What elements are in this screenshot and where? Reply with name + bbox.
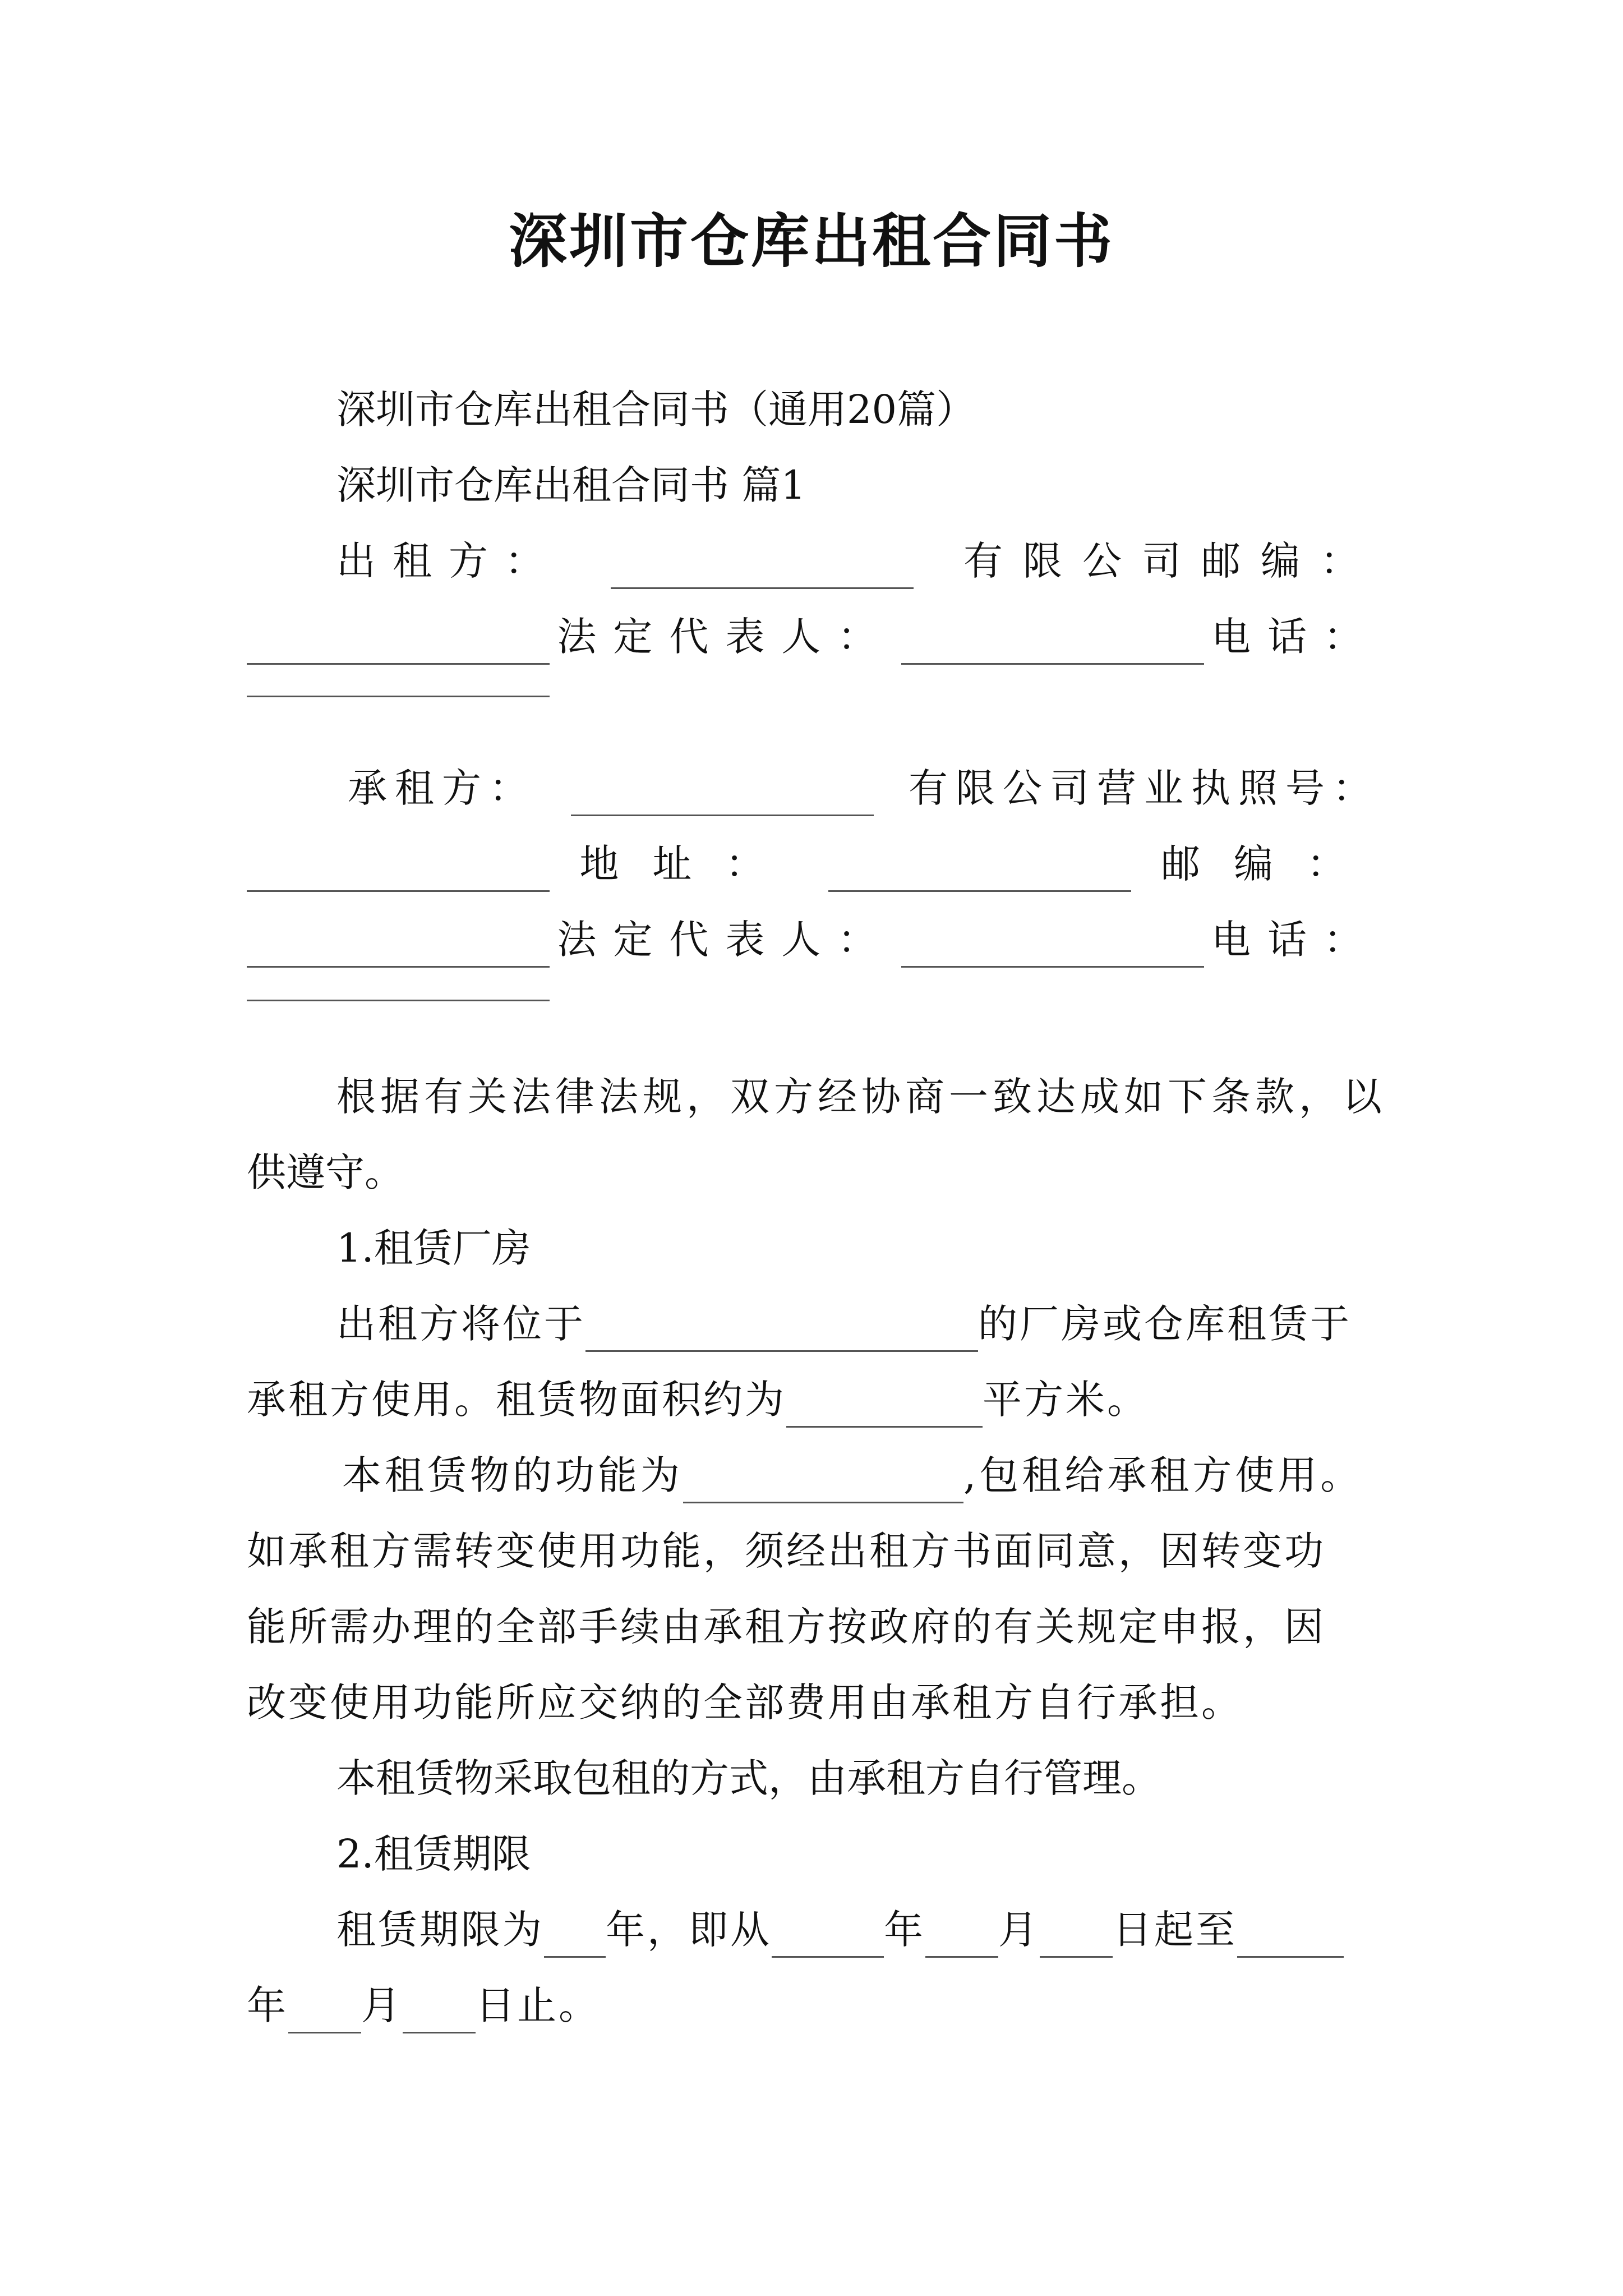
end-year-blank: [1237, 1917, 1344, 1958]
clause1-p2-line1: [342, 1447, 1385, 1503]
clause1-p1-line1: [336, 1296, 1380, 1352]
clause1-p2-line3: 能所需办理的全部手续由承租方按政府的有关规定申报，因: [247, 1604, 1326, 1650]
clause2-line2: [247, 1977, 1380, 2033]
lessee-company-suffix: 有限公司营业执照号：: [909, 765, 1380, 811]
intro-line-1: 根据有关法律法规，双方经协商一致达成如下条款，以: [336, 1074, 1386, 1120]
lessor-line-1: [336, 533, 1380, 589]
subtitle: 深圳市仓库出租合同书（通用20篇）: [336, 386, 976, 432]
lessee-postcode-label: 邮编：: [1160, 841, 1380, 887]
lessor-phone-blank: [247, 696, 550, 697]
lessee-line-2: [247, 836, 1380, 892]
lessee-phone-label: 电话：: [1211, 917, 1380, 963]
clause1-p1-b: 的厂房或仓库租赁于: [978, 1301, 1352, 1347]
clause1-p2-a: 本租赁物的功能为: [342, 1452, 683, 1498]
clause2-b: 年，即从: [606, 1907, 772, 1953]
lessor-label: 出租方：: [336, 538, 561, 584]
clause2-c: 年: [884, 1907, 925, 1953]
lessee-label: 承租方：: [348, 765, 536, 811]
clause1-p1-a: 出租方将位于: [336, 1301, 585, 1347]
location-blank: [585, 1311, 978, 1352]
start-year-blank: [772, 1917, 884, 1958]
clause1-p3: 本租赁物采取包租的方式，由承租方自行管理。: [336, 1755, 1161, 1801]
area-blank: [786, 1387, 983, 1428]
lessee-address-blank: [828, 851, 1131, 892]
clause2-e: 日起至: [1113, 1907, 1237, 1953]
function-blank: [683, 1462, 963, 1503]
clause1-p2-b: ,包租给承租方使用。: [963, 1452, 1363, 1498]
lessor-company-suffix: 有限公司邮编：: [963, 538, 1380, 584]
clause1-p1-line2: [247, 1372, 1380, 1428]
clause2-h: 日止。: [476, 1982, 600, 2028]
lessor-company-blank: [611, 548, 914, 589]
end-month-blank: [288, 1993, 361, 2033]
clause2-heading: 2.租赁期限: [336, 1831, 531, 1877]
lessee-line-1: [348, 760, 1380, 816]
lessee-line-3: [247, 912, 1380, 968]
lessor-postcode-blank: [247, 624, 550, 665]
lessor-phone-label: 电话：: [1211, 614, 1380, 660]
lessee-phone-blank: [247, 1000, 550, 1001]
lessee-address-label: 地址：: [579, 841, 799, 887]
start-month-blank: [925, 1917, 998, 1958]
clause2-f: 年: [247, 1982, 288, 2028]
lessor-legal-rep-blank: [901, 624, 1204, 665]
clause2-d: 月: [998, 1907, 1040, 1953]
clause1-heading: 1.租赁厂房: [336, 1225, 531, 1271]
clause1-p2-line2: 如承租方需转变使用功能，须经出租方书面同意，因转变功: [247, 1528, 1326, 1574]
lessee-legal-rep-label: 法定代表人：: [557, 917, 894, 963]
clause2-line1: [336, 1902, 1380, 1958]
lessee-legal-rep-blank: [901, 927, 1204, 968]
document-title: 深圳市仓库出租合同书: [508, 206, 1114, 275]
intro-line-2: 供遵守。: [247, 1149, 404, 1195]
clause1-p2-line4: 改变使用功能所应交纳的全部费用由承租方自行承担。: [247, 1680, 1243, 1726]
lessor-line-2: [247, 609, 1380, 665]
end-day-blank: [403, 1993, 476, 2033]
lessee-company-blank: [571, 775, 874, 816]
clause1-p1-d: 平方米。: [983, 1377, 1149, 1423]
lessee-postcode-blank: [247, 927, 550, 968]
start-day-blank: [1040, 1917, 1113, 1958]
years-blank: [544, 1917, 606, 1958]
clause2-g: 月: [361, 1982, 403, 2028]
clause2-a: 租赁期限为: [336, 1907, 544, 1953]
clause1-p1-c: 承租方使用。租赁物面积约为: [247, 1377, 786, 1423]
section-title: 深圳市仓库出租合同书 篇1: [336, 462, 806, 508]
lessor-legal-rep-label: 法定代表人：: [557, 614, 894, 660]
lessee-license-blank: [247, 851, 550, 892]
